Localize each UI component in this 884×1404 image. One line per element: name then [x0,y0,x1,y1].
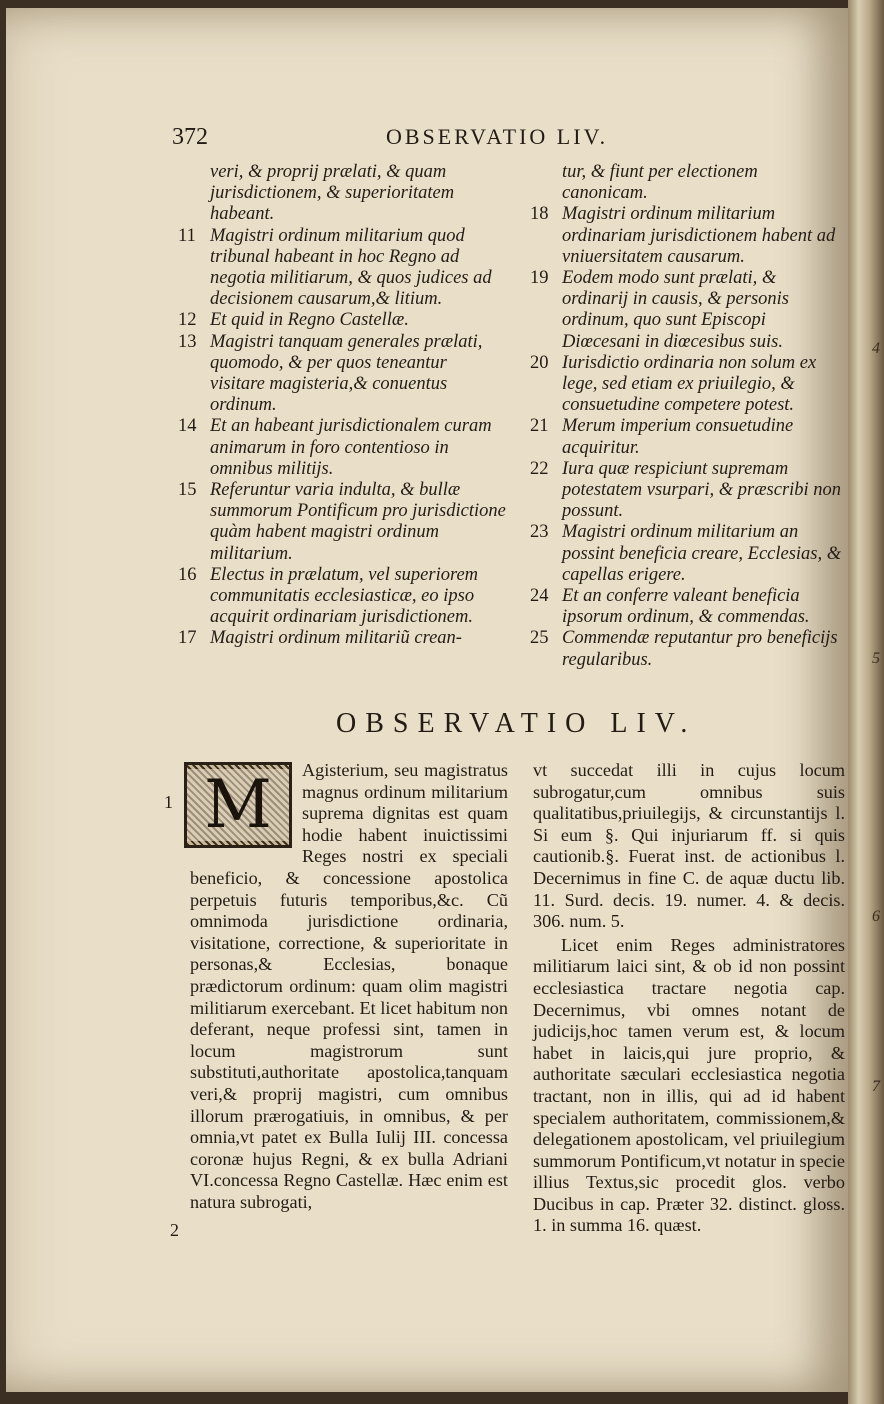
summary-entry-text: Iura quæ respiciunt supremam potestatem vsurpari, & præscribi non possunt. [562,458,842,522]
page-header [172,124,672,158]
body-right-column [533,760,845,1237]
summary-entry-text: Et quid in Regno Castellæ. [210,310,409,331]
summary-entry-text: Magistri ordinum militariũ crean- [210,628,462,649]
summary-entry [528,353,846,417]
summary-entry [176,628,506,649]
summary-entry-number: 11 [178,225,196,246]
edge-margin-number: 4 [872,340,880,357]
summary-left-column [176,162,506,650]
summary-entry-number: 24 [530,586,549,607]
summary-entry-number: 25 [530,628,549,649]
summary-entry [528,459,846,523]
summary-entry-number: 21 [530,416,549,437]
edge-margin-number: 7 [872,1078,880,1095]
edge-margin-number: 6 [872,908,880,925]
book-page [6,8,848,1392]
running-title: OBSERVATIO LIV. [386,124,609,149]
edge-margin-numbers [852,0,882,1404]
summary-entry [176,332,506,417]
summary-entry-text: Iurisdictio ordinaria non solum ex lege, sed etiam ex priuilegio, & consuetudine competere potest. [562,352,817,416]
summary-entry-number: 23 [530,522,549,543]
summary-entry-text: Et an conferre valeant beneficia ipsorum ordinum, & commendas. [562,586,810,628]
body-left-column [190,760,508,1215]
summary-entry-text: Magistri tanquam generales prælati, quomodo, & per quos teneantur visitare magisteria,& conuentus ordinum. [210,331,483,416]
summary-entry-number: 15 [178,480,197,501]
summary-right-column [528,162,846,671]
summary-entry-text: Referuntur varia indulta, & bullæ summorum Pontificum pro jurisdictione quàm habent magistri ordinum militarium. [210,480,506,564]
summary-entry [176,162,506,226]
summary-entry [176,226,506,311]
section-title: OBSERVATIO LIV. [336,708,697,739]
summary-entry-number: 14 [178,416,197,437]
summary-entry [176,565,506,629]
summary-entry [176,310,506,331]
body-paragraph-1: Agisterium, seu magistratus magnus ordinum militarium suprema dignitas est quam hodie habent inuictissimi Reges nostri ex speciali beneficio, & concessione apostolica perpetuis futuris temporibus,&c. Cũ omnimoda jurisdictione ordinaria, visitatione, correctione, & superioritate in personas,& Ecclesias, bonaque prædictorum ordinum: quam olim magistri militiarum exercebant. Et licet habitum non deferant, neque professi sint, tamen in locum magistrorum sunt substituti,authoritate apostolica,tanquam veri,& proprij magistri, cum omnibus illorum prærogatiuis, in omnibus, & per omnia,vt patet ex Bulla Iulij III. concessa coronæ hujus Regni, & ex bulla Adriani VI.concessa Regno Castellæ. Hæc enim est natura subrogati, [190,760,508,1212]
page-number: 372 [172,124,208,150]
summary-entry [176,416,506,480]
summary-entry-number: 20 [530,352,549,373]
body-paragraph-continued: vt succedat illi in cujus locum subrogatur,cum omnibus suis qualitatibus,priuilegijs, & circunstantijs l. Si eum §. Qui injuriarum ff. si quis cautionib.§. Fuerat inst. de actionibus l. Decernimus in fine C. de aquæ ductu lib. 11. Surd. decis. 19. numer. 4. & decis. 306. num. 5. [533,760,845,932]
summary-entry [528,522,846,586]
summary-entry-number: 13 [178,331,197,352]
summary-entry-text: tur, & fiunt per electionem canonicam. [562,162,758,204]
summary-entry-text: veri, & proprij prælati, & quam jurisdictionem, & superioritatem habeant. [210,162,455,225]
summary-entry-text: Magistri ordinum militarium ordinariam jurisdictionem habent ad vniuersitatem causarum. [562,204,836,267]
summary-entry-text: Magistri ordinum militarium quod tribunal habeant in hoc Regno ad negotia militiarum, & quos judices ad decisionem causarum,& litium. [210,225,492,310]
summary-entry-number: 12 [178,310,197,331]
next-page-edge [848,0,884,1404]
summary-entry-number: 18 [530,204,549,225]
margin-number-1: 1 [164,792,173,812]
summary-entry [528,162,846,204]
summary-entry-text: Electus in prælatum, vel superiorem communitatis ecclesiasticæ, eo ipso acquirit ordinariam jurisdictionem. [210,564,479,628]
edge-margin-number: 5 [872,650,880,667]
summary-entry-text: Eodem modo sunt prælati, & ordinarij in causis, & personis ordinum, quo sunt Episcopi Diœcesani in diœcesibus suis. [562,268,789,352]
summary-entry [528,204,846,268]
summary-entry-text: Merum imperium consuetudine acquiritur. [562,416,794,458]
summary-entry-text: Magistri ordinum militarium an possint beneficia creare, Ecclesias, & capellas erigere. [562,522,842,585]
summary-entry-number: 16 [178,564,197,585]
initial-letter: M [187,769,289,841]
summary-entry-text: Et an habeant jurisdictionalem curam animarum in foro contentioso in omnibus militijs. [210,416,492,479]
summary-entry-number: 17 [178,628,197,649]
body-paragraph-2: Licet enim Reges administratores militiarum laici sint, & ob id non possint ecclesiastica tractare negotia cap. Decernimus, vbi omnes notant de judicijs,hoc tamen verum est, & locum habet in laicis,qui jure proprio, & authoritate sæculari ecclesiastica negotia tractant, non in illis, qui ad id habent specialem authoritatem, commissionem,& delegationem apostolicam, vel priuilegium summorum Pontificum,vt notatur in specie illius Textus,sic procedit glos. verbo Ducibus in cap. Præter 32. distinct. gloss. 1. in summa 16. quæst. [533,934,845,1236]
summary-entry [176,480,506,565]
summary-entry [528,586,846,628]
summary-entry [528,416,846,458]
summary-entry-number: 19 [530,268,549,289]
summary-entry-number: 22 [530,458,549,479]
summary-entry-text: Commendæ reputantur pro beneficijs regularibus. [562,628,838,670]
summary-entry [528,628,846,670]
decorated-initial [184,762,292,848]
summary-entry [528,268,846,353]
margin-number-2: 2 [170,1220,179,1240]
